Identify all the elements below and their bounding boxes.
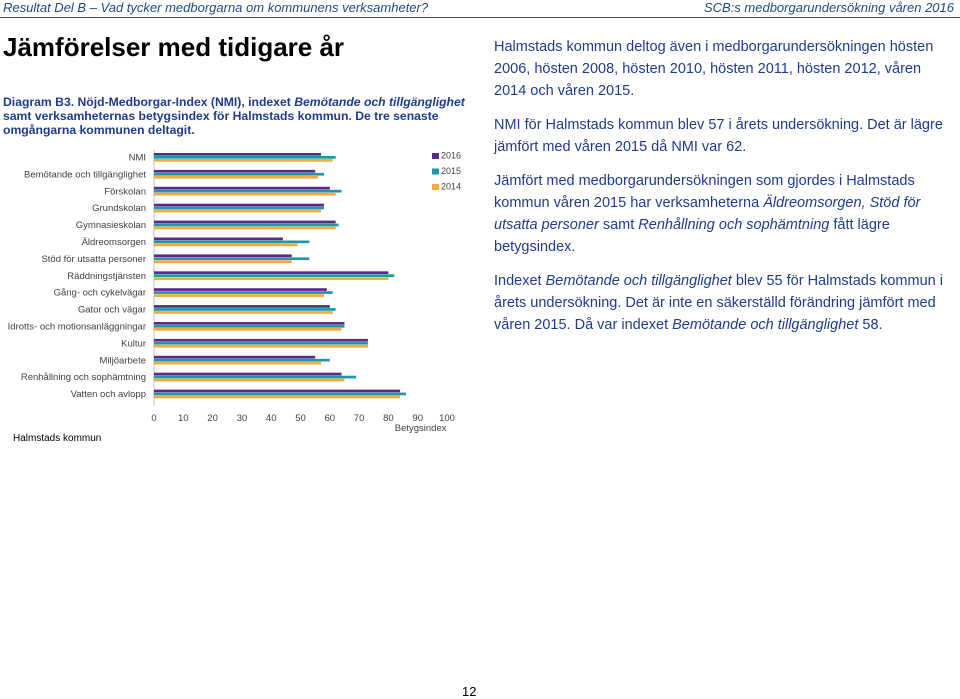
bar-2014 <box>154 362 321 365</box>
p3-text-e: fått lägre betygsindex. <box>494 217 890 255</box>
legend-label: 2014 <box>441 181 462 192</box>
bar-2016 <box>154 288 327 291</box>
bar-2014 <box>154 193 336 196</box>
legend-swatch-2014 <box>432 184 439 190</box>
legend-label: 2016 <box>441 150 462 161</box>
category-label: Miljöarbete <box>99 355 146 367</box>
bar-2015 <box>154 257 309 260</box>
bar-2015 <box>154 359 330 362</box>
category-label: Räddningstjänsten <box>67 270 146 282</box>
bar-2014 <box>154 294 324 297</box>
p4-text-b: Bemötande och tillgänglighet <box>545 273 732 289</box>
page-title: Jämförelser med tidigare år <box>3 32 345 62</box>
category-label: NMI <box>128 152 146 164</box>
p3-text-c: samt <box>598 217 639 233</box>
bar-2014 <box>154 159 333 162</box>
category-label: Idrotts- och motionsanläggningar <box>7 321 146 333</box>
bar-2014 <box>154 328 342 331</box>
x-tick-label: 20 <box>207 413 218 424</box>
bar-2016 <box>154 339 368 342</box>
x-tick-label: 90 <box>412 413 423 424</box>
x-tick-label: 100 <box>439 413 455 424</box>
category-label: Vatten och avlopp <box>70 389 146 401</box>
category-label: Kultur <box>121 338 146 350</box>
p4-text-a: Indexet <box>494 273 546 289</box>
bar-2016 <box>154 305 330 308</box>
body-text <box>494 36 946 348</box>
caption-part1: Diagram B3. Nöjd-Medborgar-Index (NMI), indexet <box>3 95 295 109</box>
caption-part2: Bemötande och tillgänglighet <box>294 95 465 109</box>
category-label: Gymnasieskolan <box>75 220 146 232</box>
bar-2016 <box>154 271 388 274</box>
header-left: Resultat Del B – Vad tycker medborgarna om kommunens verksamheter? <box>3 0 429 15</box>
category-label: Bemötande och tillgänglighet <box>23 169 146 181</box>
legend-label: 2015 <box>441 166 462 176</box>
x-tick-label: 80 <box>383 413 394 424</box>
bar-chart <box>0 140 480 450</box>
bar-2015 <box>154 173 324 176</box>
bar-2015 <box>154 224 339 227</box>
p3-text-d: Renhållning och sophämtning <box>638 217 830 233</box>
bar-2014 <box>154 311 333 314</box>
paragraph-nmi: NMI för Halmstads kommun blev 57 i årets undersökning. Det är lägre jämfört med våren 2015 då NMI var 62. <box>494 117 943 155</box>
bar-2015 <box>154 291 333 294</box>
x-tick-label: 50 <box>295 413 306 424</box>
paragraph-participation: Halmstads kommun deltog även i medborgarundersökningen hösten 2006, hösten 2008, hösten 2010, hösten 2011, hösten 2012, våren 2014 och våren 2015. <box>494 39 934 99</box>
p4-text-e: 58. <box>858 317 883 333</box>
bar-2015 <box>154 342 368 345</box>
paragraph-comparison <box>494 170 946 258</box>
p3-text-a: Jämfört med medborgarundersökningen som gjordes i Halmstads kommun våren 2015 har verksamheterna <box>494 173 915 211</box>
x-tick-label: 10 <box>178 413 189 424</box>
page-number: 12 <box>462 684 477 699</box>
bar-2014 <box>154 227 336 230</box>
category-label: Gator och vägar <box>77 304 146 316</box>
bar-2016 <box>154 221 336 224</box>
x-tick-label: 70 <box>353 413 365 424</box>
bar-2015 <box>154 325 344 328</box>
bar-2016 <box>154 373 342 376</box>
p4-text-c: blev 55 för Halmstads kommun i årets undersökning. Det är inte en säkerställd förändring jämfört med våren 2015. Då var indexet <box>494 273 943 333</box>
bar-2014 <box>154 345 368 348</box>
footer-label: Halmstads kommun <box>13 433 102 444</box>
bar-2014 <box>154 379 344 382</box>
bar-2014 <box>154 176 318 179</box>
bar-2015 <box>154 207 324 210</box>
bar-2015 <box>154 241 309 244</box>
bar-2015 <box>154 393 406 396</box>
legend-swatch-2016 <box>432 153 439 159</box>
p3-text-b: Äldreomsorgen, Stöd för utsatta personer <box>494 195 921 233</box>
category-label: Renhållning och sophämtning <box>20 372 146 384</box>
p4-text-d: Bemötande och tillgänglighet <box>672 317 859 333</box>
category-label: Grundskolan <box>92 203 146 215</box>
bar-2015 <box>154 156 336 159</box>
bar-2016 <box>154 254 292 257</box>
x-axis-label: Betygsindex <box>394 423 447 434</box>
header-divider <box>0 17 960 18</box>
x-tick-label: 40 <box>265 413 277 424</box>
legend-swatch-2015 <box>432 169 439 175</box>
bar-2016 <box>154 238 283 241</box>
bar-2016 <box>154 170 315 173</box>
bar-2016 <box>154 322 344 325</box>
bar-2015 <box>154 190 342 193</box>
caption-part3: samt verksamheternas betygsindex för Halmstads kommun. De tre senaste omgångarna kommunen deltagit. <box>3 109 439 137</box>
x-tick-label: 0 <box>151 413 157 424</box>
paragraph-index <box>494 270 946 336</box>
bar-2014 <box>154 260 292 263</box>
bar-2016 <box>154 390 400 393</box>
bar-2014 <box>154 244 298 247</box>
bar-2016 <box>154 153 321 156</box>
category-label: Äldreomsorgen <box>81 237 146 248</box>
bar-2015 <box>154 376 356 379</box>
bar-2015 <box>154 308 336 311</box>
page-header <box>0 0 960 17</box>
category-label: Gång- och cykelvägar <box>53 287 146 299</box>
header-right: SCB:s medborgarundersökning våren 2016 <box>703 0 954 15</box>
bar-2014 <box>154 277 388 280</box>
category-label: Förskolan <box>104 186 146 198</box>
bar-2016 <box>154 204 324 207</box>
bar-2016 <box>154 356 315 359</box>
bar-2015 <box>154 274 394 277</box>
x-tick-label: 60 <box>324 413 336 424</box>
bar-2016 <box>154 187 330 190</box>
bar-2014 <box>154 396 400 399</box>
x-tick-label: 30 <box>236 413 248 424</box>
diagram-caption <box>3 95 473 137</box>
category-label: Stöd för utsatta personer <box>41 253 146 265</box>
bar-2014 <box>154 210 321 213</box>
